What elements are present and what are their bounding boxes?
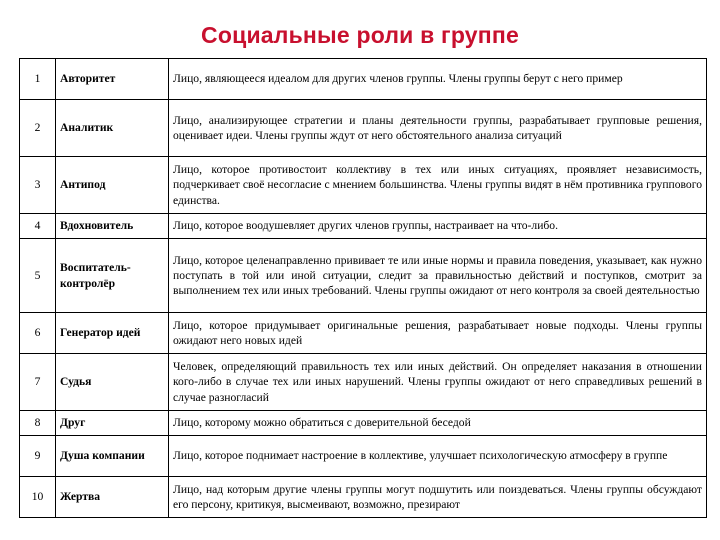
role-description: Лицо, которому можно обратиться с доверительной беседой bbox=[169, 411, 707, 436]
role-description: Лицо, которое противостоит коллективу в тех или иных ситуациях, проявляет независимость, подчеркивает своё несогласие с мнением большинства. Члены группы видят в нём противника группового единства. bbox=[169, 157, 707, 214]
row-number: 2 bbox=[20, 100, 56, 157]
role-description: Человек, определяющий правильность тех или иных действий. Он определяет наказания в отношении кого-либо в случае тех или иных нарушений. Члены группы ожидают от него справедливых решений в случае разногласий bbox=[169, 354, 707, 411]
role-description: Лицо, над которым другие члены группы могут подшутить или поиздеваться. Члены группы обсуждают его персону, критикуя, высмеивают, возможно, презирают bbox=[169, 477, 707, 518]
role-name: Вдохновитель bbox=[56, 214, 169, 239]
table-row bbox=[20, 354, 707, 411]
role-name: Авторитет bbox=[56, 59, 169, 100]
role-name: Антипод bbox=[56, 157, 169, 214]
role-name: Воспитатель-контролёр bbox=[56, 239, 169, 313]
role-description: Лицо, которое поднимает настроение в коллективе, улучшает психологическую атмосферу в группе bbox=[169, 436, 707, 477]
role-description: Лицо, которое придумывает оригинальные решения, разрабатывает новые подходы. Члены группы ожидают него новых идей bbox=[169, 313, 707, 354]
role-name: Друг bbox=[56, 411, 169, 436]
role-description: Лицо, анализирующее стратегии и планы деятельности группы, разрабатывает групповые решения, оценивает идеи. Члены группы ждут от него обстоятельного анализа ситуаций bbox=[169, 100, 707, 157]
table-row bbox=[20, 100, 707, 157]
row-number: 1 bbox=[20, 59, 56, 100]
row-number: 6 bbox=[20, 313, 56, 354]
row-number: 7 bbox=[20, 354, 56, 411]
row-number: 9 bbox=[20, 436, 56, 477]
role-name: Жертва bbox=[56, 477, 169, 518]
row-number: 3 bbox=[20, 157, 56, 214]
table-row bbox=[20, 214, 707, 239]
table-row bbox=[20, 239, 707, 313]
role-name: Генератор идей bbox=[56, 313, 169, 354]
table-row bbox=[20, 59, 707, 100]
role-name: Аналитик bbox=[56, 100, 169, 157]
table-row bbox=[20, 477, 707, 518]
page-title: Социальные роли в группе bbox=[201, 22, 519, 48]
role-description: Лицо, которое целенаправленно прививает те или иные нормы и правила поведения, указывает, как нужно поступать в той или иной ситуации, следит за правильностью действий и поступков, смотрит за выполнением тех или иных требований. Члены группы ожидают от него контроля за своей деятельностью bbox=[169, 239, 707, 313]
table-row bbox=[20, 313, 707, 354]
role-name: Душа компании bbox=[56, 436, 169, 477]
role-description: Лицо, которое воодушевляет других членов группы, настраивает на что-либо. bbox=[169, 214, 707, 239]
row-number: 10 bbox=[20, 477, 56, 518]
row-number: 4 bbox=[20, 214, 56, 239]
table-row bbox=[20, 157, 707, 214]
row-number: 8 bbox=[20, 411, 56, 436]
table-row bbox=[20, 436, 707, 477]
role-name: Судья bbox=[56, 354, 169, 411]
row-number: 5 bbox=[20, 239, 56, 313]
role-description: Лицо, являющееся идеалом для других членов группы. Члены группы берут с него пример bbox=[169, 59, 707, 100]
table-row bbox=[20, 411, 707, 436]
roles-table bbox=[19, 58, 707, 518]
